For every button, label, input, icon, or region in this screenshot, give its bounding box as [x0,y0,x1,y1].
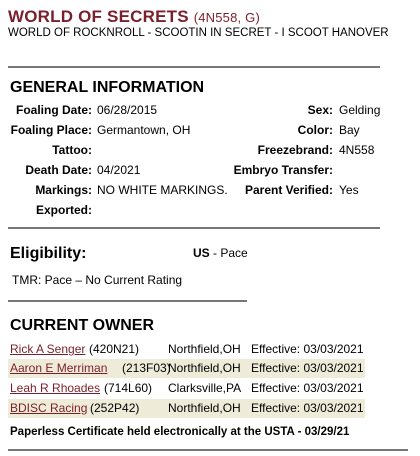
owner-location: Northfield,OH [168,361,241,375]
death-date-value: 04/2021 [97,163,141,177]
eligibility-title: Eligibility: [10,245,87,262]
owner-effective-date: Effective: 03/03/2021 [251,401,364,415]
embryo-transfer-label: Embryo Transfer: [233,163,333,177]
owner-row [8,399,365,418]
paperless-certificate-note: Paperless Certificate held electronically at the USTA - 03/29/21 [10,426,350,438]
owner-id: (213F03) [122,361,171,375]
owner-row [8,379,365,398]
eligibility-value [193,246,248,260]
tattoo-label: Tattoo: [52,143,92,157]
owner-effective-date: Effective: 03/03/2021 [251,342,364,356]
owner-link[interactable] [10,401,87,415]
foaling-date-label: Foaling Date: [15,103,92,117]
freezebrand-value: 4N558 [339,143,375,157]
sex-value: Gelding [339,103,381,117]
owner-row [8,359,365,378]
section-divider [8,449,408,451]
markings-value: NO WHITE MARKINGS. [97,183,228,197]
horse-name-heading [8,7,260,27]
parent-verified-label: Parent Verified: [244,183,333,197]
parent-verified-value: Yes [339,183,359,197]
section-divider [8,227,380,229]
owner-link[interactable] [10,342,85,356]
pedigree-line: WORLD OF ROCKNROLL - SCOOTIN IN SECRET - I SCOOT HANOVER [8,27,389,39]
owner-location: Northfield,OH [168,342,241,356]
foaling-place-label: Foaling Place: [10,123,92,137]
owner-id: (420N21) [89,342,140,356]
general-info-title: GENERAL INFORMATION [10,79,205,96]
owner-effective-date: Effective: 03/03/2021 [251,361,364,375]
owner-name[interactable]: Aaron E Merriman [10,361,108,375]
tmr-rating: TMR: Pace – No Current Rating [12,273,183,287]
owner-id: (252P42) [90,401,140,415]
sex-label: Sex: [307,103,333,117]
owner-name[interactable]: Leah R Rhoades [10,381,101,395]
markings-label: Markings: [35,183,92,197]
owner-link[interactable] [10,361,107,375]
horse-code: (4N558, G) [193,10,261,25]
foaling-place-value: Germantown, OH [97,123,191,137]
current-owner-title: CURRENT OWNER [10,317,154,334]
section-divider [8,300,247,302]
freezebrand-label: Freezebrand: [257,143,333,157]
exported-label: Exported: [35,203,92,217]
horse-name: WORLD OF SECRETS [8,7,189,26]
owner-link[interactable] [10,381,100,395]
color-value: Bay [339,123,360,137]
owner-id: (714L60) [104,381,153,395]
owner-location: Clarksville,PA [168,381,242,395]
death-date-label: Death Date: [25,163,92,177]
section-divider [8,66,380,68]
owner-name[interactable]: Rick A Senger [10,342,86,356]
color-label: Color: [297,123,333,137]
eligibility-country: US [193,246,210,260]
eligibility-gait: - Pace [209,246,248,260]
foaling-date-value: 06/28/2015 [97,103,158,117]
owner-name[interactable]: BDISC Racing [10,401,88,415]
owner-location: Northfield,OH [168,401,241,415]
owner-effective-date: Effective: 03/03/2021 [251,381,364,395]
owner-row [8,340,365,359]
